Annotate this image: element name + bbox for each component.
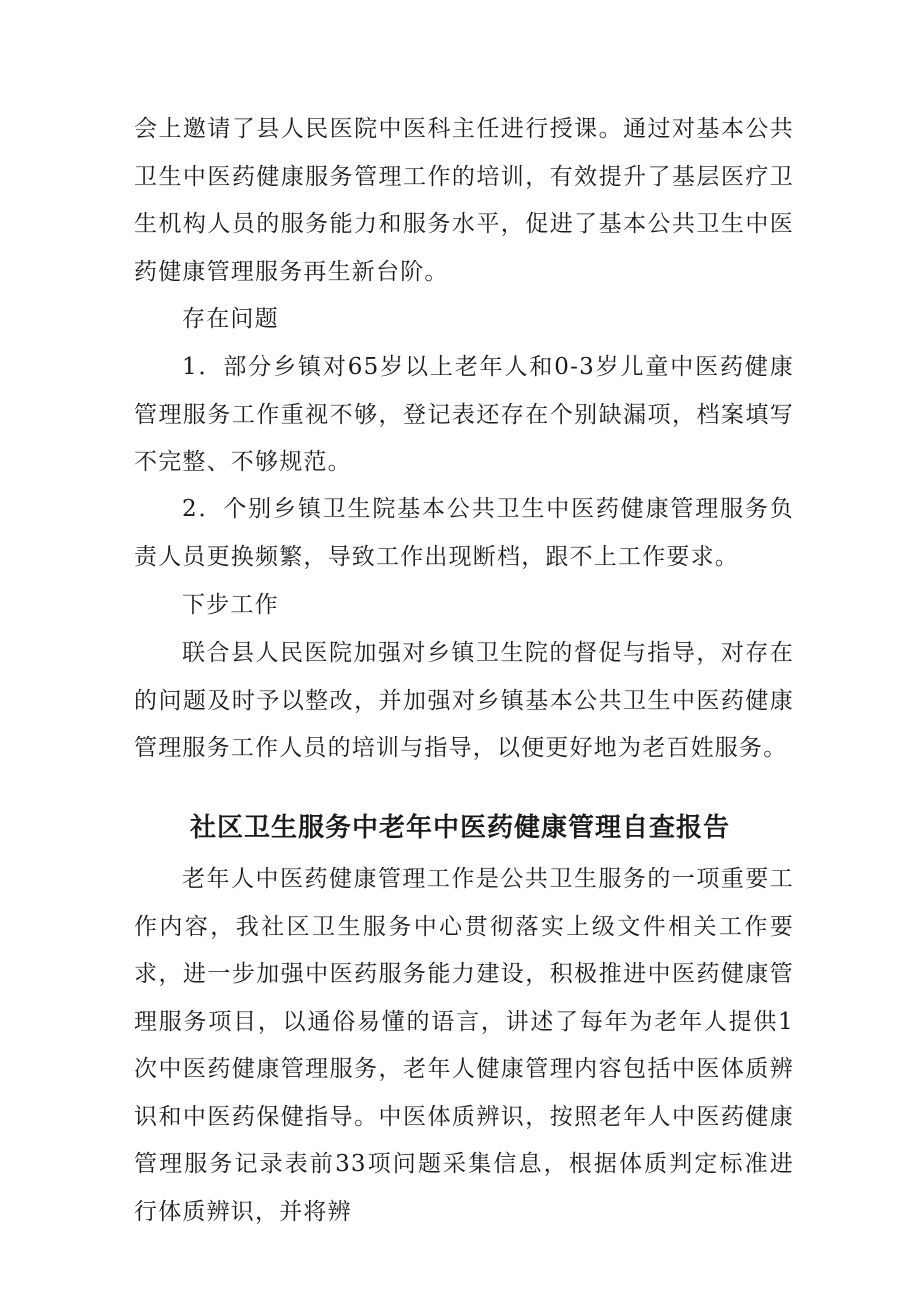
- problem-item-2: 2．个别乡镇卫生院基本公共卫生中医药健康管理服务负责人员更换频繁，导致工作出现断档，跟不上工作要求。: [134, 496, 794, 570]
- section-heading-problems: 存在问题: [182, 306, 279, 332]
- paragraph-next-work: 联合县人民医院加强对乡镇卫生院的督促与指导，对存在的问题及时予以整改，并加强对乡镇基本公共卫生中医药健康管理服务工作人员的培训与指导，以便更好地为老百姓服务。: [134, 640, 794, 761]
- paragraph-report-intro: 老年人中医药健康管理工作是公共卫生服务的一项重要工作内容，我社区卫生服务中心贯彻落实上级文件相关工作要求，进一步加强中医药服务能力建设，积极推进中医药健康管理服务项目，以通俗易懂的语言，讲述了每年为老年人提供1次中医药健康管理服务，老年人健康管理内容包括中医体质辨识和中医药保健指导。中医体质辨识，按照老年人中医药健康管理服务记录表前33项问题采集信息，根据体质判定标准进行体质辨识，并将辨: [134, 866, 794, 1225]
- section-heading-next-steps: 下步工作: [182, 592, 279, 618]
- problem-item-1: 1．部分乡镇对65岁以上老年人和0-3岁儿童中医药健康管理服务工作重视不够，登记表还存在个别缺漏项，档案填写不完整、不够规范。: [134, 354, 794, 475]
- paragraph-training: 会上邀请了县人民医院中医科主任进行授课。通过对基本公共卫生中医药健康服务管理工作的培训，有效提升了基层医疗卫生机构人员的服务能力和服务水平，促进了基本公共卫生中医药健康管理服务再生新台阶。: [134, 116, 794, 285]
- report-title: 社区卫生服务中老年中医药健康管理自查报告: [189, 813, 730, 843]
